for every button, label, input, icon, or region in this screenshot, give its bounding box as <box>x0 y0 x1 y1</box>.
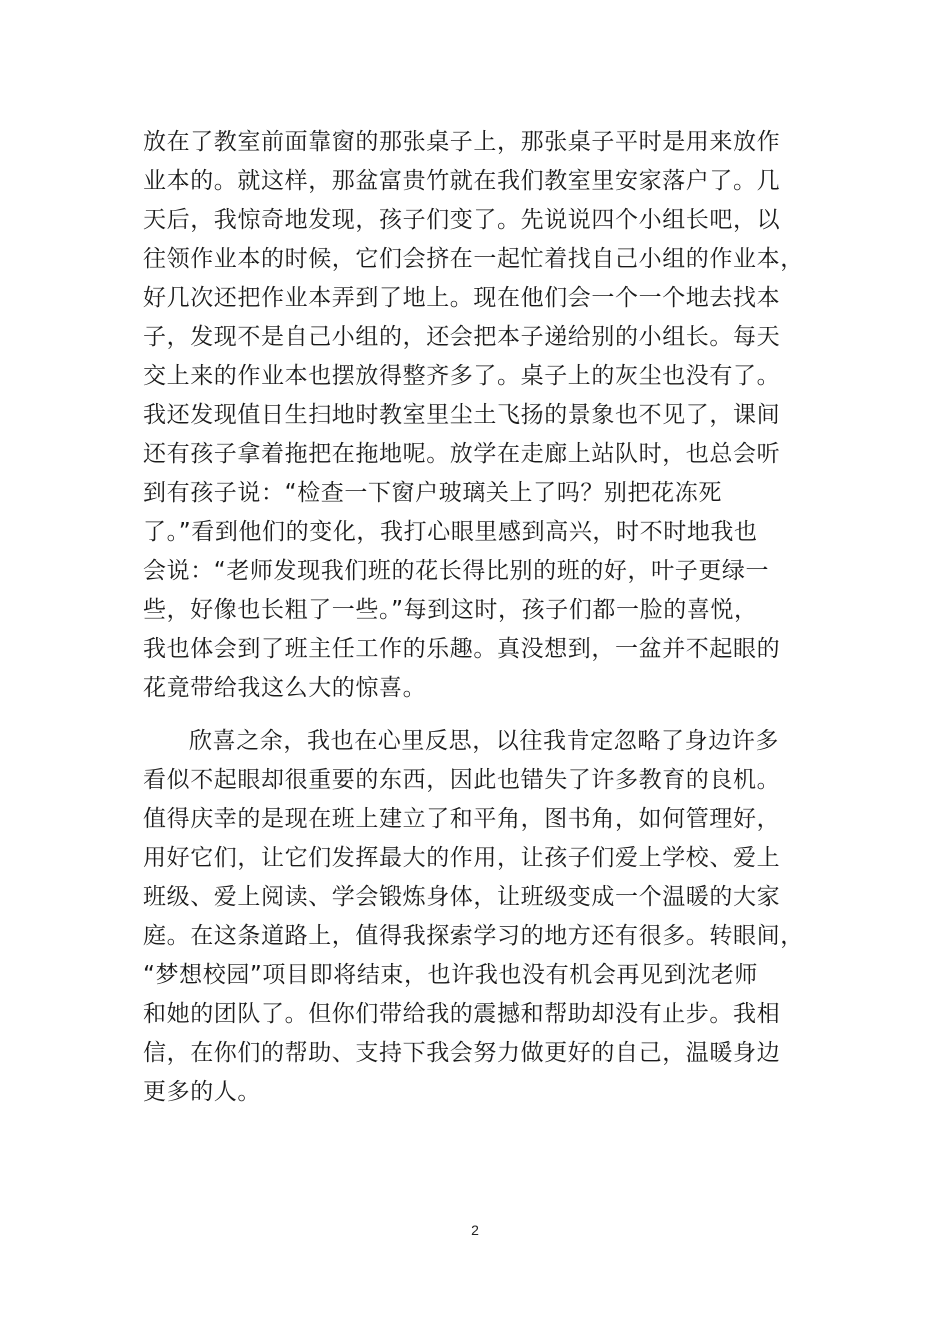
text-line: 了。”看到他们的变化，我打心眼里感到高兴，时不时地我也 <box>143 519 758 545</box>
text-line: 我还发现值日生扫地时教室里尘土飞扬的景象也不见了，课间 <box>143 402 781 428</box>
text-line: 我也体会到了班主任工作的乐趣。真没想到，一盆并不起眼的 <box>143 636 781 662</box>
text-line: 子，发现不是自己小组的，还会把本子递给别的小组长。每天 <box>143 324 781 350</box>
text-line: 值得庆幸的是现在班上建立了和平角，图书角，如何管理好， <box>143 806 781 832</box>
text-line: 还有孩子拿着拖把在拖地呢。放学在走廊上站队时，也总会听 <box>143 441 781 467</box>
text-line: 更多的人。 <box>143 1079 261 1105</box>
text-line: 业本的。就这样，那盆富贵竹就在我们教室里安家落户了。几 <box>143 168 781 194</box>
text-line: 些，好像也长粗了一些。”每到这时，孩子们都一脸的喜悦， <box>143 597 758 623</box>
paragraph-1 <box>143 123 803 708</box>
text-line: 信，在你们的帮助、支持下我会努力做更好的自己，温暖身边 <box>143 1040 781 1066</box>
text-line: “梦想校园”项目即将结束，也许我也没有机会再见到沈老师 <box>143 962 759 988</box>
text-line: 天后，我惊奇地发现，孩子们变了。先说说四个小组长吧，以 <box>143 207 781 233</box>
text-line: 用好它们，让它们发挥最大的作用，让孩子们爱上学校、爱上 <box>143 845 781 871</box>
text-line: 放在了教室前面靠窗的那张桌子上，那张桌子平时是用来放作 <box>143 129 781 155</box>
text-line: 庭。在这条道路上，值得我探索学习的地方还有很多。转眼间， <box>143 923 804 949</box>
text-line: 交上来的作业本也摆放得整齐多了。桌子上的灰尘也没有了。 <box>143 363 781 389</box>
text-line: 花竟带给我这么大的惊喜。 <box>143 675 427 701</box>
text-line: 欣喜之余，我也在心里反思，以往我肯定忽略了身边许多 <box>189 728 779 754</box>
text-line: 看似不起眼却很重要的东西，因此也错失了许多教育的良机。 <box>143 767 781 793</box>
paragraph-2 <box>143 722 803 1112</box>
text-line: 好几次还把作业本弄到了地上。现在他们会一个一个地去找本 <box>143 285 781 311</box>
text-line: 会说：“老师发现我们班的花长得比别的班的好，叶子更绿一 <box>143 558 770 584</box>
text-line: 到有孩子说：“检查一下窗户玻璃关上了吗？别把花冻死 <box>143 480 722 506</box>
text-line: 往领作业本的时候，它们会挤在一起忙着找自己小组的作业本， <box>143 246 804 272</box>
text-line: 班级、爱上阅读、学会锻炼身体，让班级变成一个温暖的大家 <box>143 884 781 910</box>
text-line: 和她的团队了。但你们带给我的震撼和帮助却没有止步。我相 <box>143 1001 781 1027</box>
body-text <box>143 123 803 1112</box>
paragraph-spacing <box>143 708 803 722</box>
page-number: 2 <box>471 1222 479 1238</box>
